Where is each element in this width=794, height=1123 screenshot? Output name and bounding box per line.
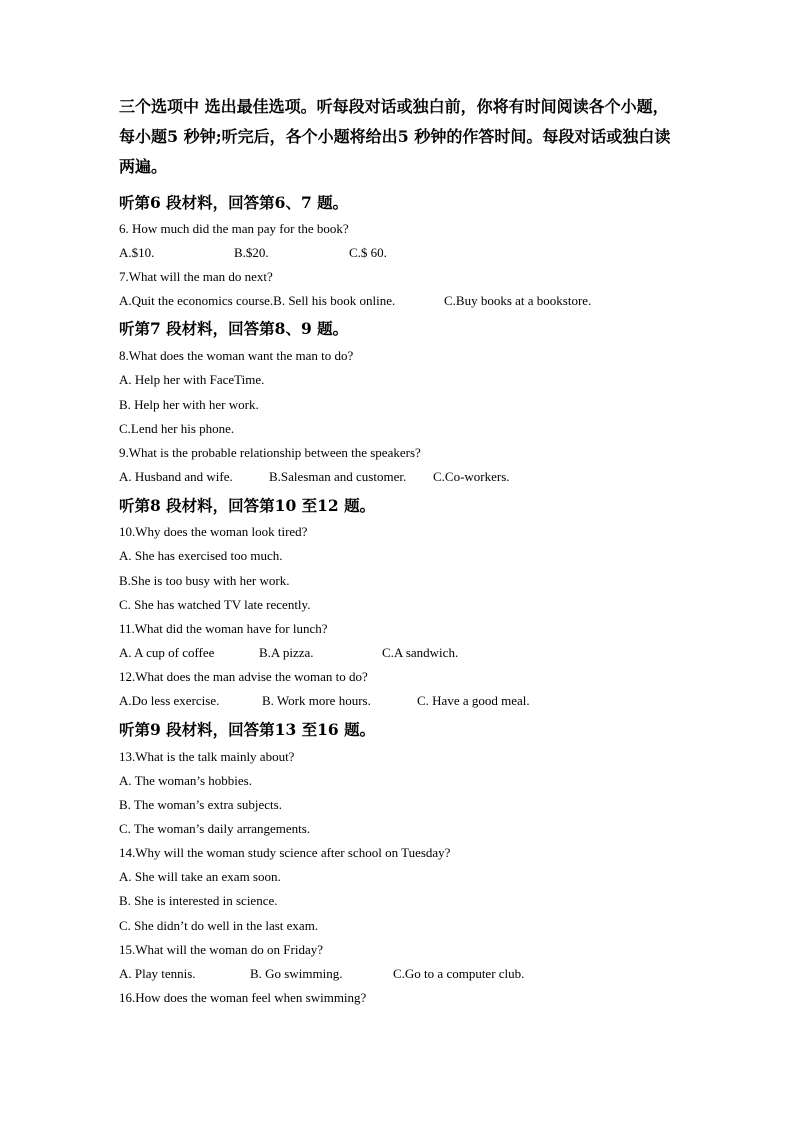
option-10-b: B.She is too busy with her work.	[119, 573, 290, 588]
option-11-a: A. A cup of coffee	[119, 645, 215, 660]
option-11-c: C.A sandwich.	[382, 645, 459, 660]
option-6-c: C.$ 60.	[349, 245, 387, 260]
instructions-line-1: 三个选项中 选出最佳选项。听每段对话或独白前，你将有时间阅读各个小题，	[119, 97, 669, 116]
option-15-a: A. Play tennis.	[119, 966, 196, 981]
options-row-11	[119, 645, 719, 661]
question-12: 12.What does the man advise the woman to do?	[119, 669, 368, 684]
question-13: 13.What is the talk mainly about?	[119, 749, 295, 764]
option-14-b: B. She is interested in science.	[119, 893, 278, 908]
option-11-b: B.A pizza.	[259, 645, 314, 660]
option-12-b: B. Work more hours.	[262, 693, 371, 708]
option-8-a: A. Help her with FaceTime.	[119, 372, 265, 387]
option-12-a: A.Do less exercise.	[119, 693, 220, 708]
option-10-c: C. She has watched TV late recently.	[119, 597, 311, 612]
section-heading-8: 听第8 段材料，回答第10 至12 题。	[119, 496, 376, 515]
option-13-b: B. The woman’s extra subjects.	[119, 797, 282, 812]
option-7-c: C.Buy books at a bookstore.	[444, 293, 592, 308]
options-row-9	[119, 469, 719, 485]
question-6: 6. How much did the man pay for the book?	[119, 221, 349, 236]
option-13-c: C. The woman’s daily arrangements.	[119, 821, 311, 836]
option-12-c: C. Have a good meal.	[417, 693, 530, 708]
option-8-c: C.Lend her his phone.	[119, 421, 235, 436]
option-9-a: A. Husband and wife.	[119, 469, 233, 484]
option-7-a-b: A.Quit the economics course.B. Sell his book online.	[119, 293, 396, 308]
option-15-b: B. Go swimming.	[250, 966, 343, 981]
question-14: 14.Why will the woman study science after school on Tuesday?	[119, 845, 451, 860]
question-9: 9.What is the probable relationship between the speakers?	[119, 445, 421, 460]
question-16: 16.How does the woman feel when swimming?	[119, 990, 367, 1005]
question-7: 7.What will the man do next?	[119, 269, 273, 284]
section-heading-6: 听第6 段材料，回答第6、7 题。	[119, 193, 349, 212]
option-9-c: C.Co-workers.	[433, 469, 510, 484]
question-11: 11.What did the woman have for lunch?	[119, 621, 328, 636]
question-10: 10.Why does the woman look tired?	[119, 524, 308, 539]
options-row-12	[119, 693, 719, 709]
question-8: 8.What does the woman want the man to do?	[119, 348, 354, 363]
option-14-c: C. She didn’t do well in the last exam.	[119, 918, 319, 933]
instructions-line-3: 两遍。	[119, 157, 168, 176]
option-14-a: A. She will take an exam soon.	[119, 869, 281, 884]
option-6-a: A.$10.	[119, 245, 155, 260]
option-6-b: B.$20.	[234, 245, 269, 260]
options-row-15	[119, 966, 719, 982]
options-row-7	[119, 293, 719, 309]
options-row-6	[119, 245, 719, 261]
section-heading-9: 听第9 段材料，回答第13 至16 题。	[119, 720, 376, 739]
option-13-a: A. The woman’s hobbies.	[119, 773, 252, 788]
question-15: 15.What will the woman do on Friday?	[119, 942, 323, 957]
option-8-b: B. Help her with her work.	[119, 397, 259, 412]
option-9-b: B.Salesman and customer.	[269, 469, 407, 484]
option-10-a: A. She has exercised too much.	[119, 548, 283, 563]
section-heading-7: 听第7 段材料，回答第8、9 题。	[119, 319, 349, 338]
instructions-line-2: 每小题5 秒钟;听完后，各个小题将给出5 秒钟的作答时间。每段对话或独白读	[119, 127, 671, 146]
option-15-c: C.Go to a computer club.	[393, 966, 525, 981]
